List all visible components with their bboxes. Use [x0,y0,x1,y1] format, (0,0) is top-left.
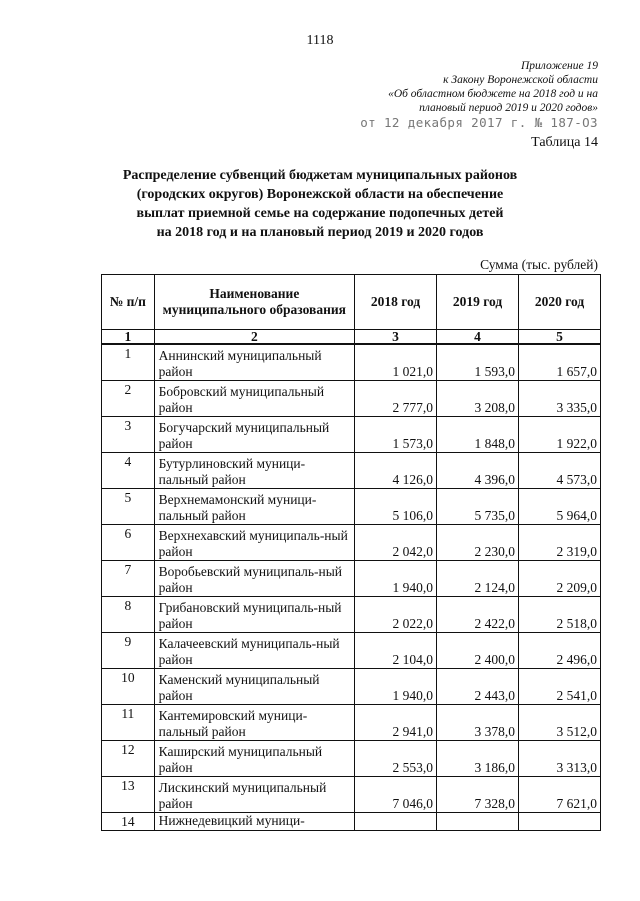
document-title [100,166,540,242]
value-2018: 2 553,0 [355,741,437,777]
title-line: (городских округов) Воронежской области на обеспечение [136,187,504,202]
column-number: 5 [519,330,601,345]
row-number: 3 [102,417,155,453]
value-2020: 3 512,0 [519,705,601,741]
value-2018: 2 941,0 [355,705,437,741]
value-2020: 2 209,0 [519,561,601,597]
row-number: 11 [102,705,155,741]
value-2020 [519,813,601,831]
value-2020: 4 573,0 [519,453,601,489]
table-row [102,453,601,489]
row-number: 13 [102,777,155,813]
row-number: 1 [102,344,155,381]
value-2019: 7 328,0 [437,777,519,813]
table-row [102,381,601,417]
table-row [102,777,601,813]
municipality-name: Каширский муниципальный район [154,741,354,777]
value-2019: 3 378,0 [437,705,519,741]
row-number: 2 [102,381,155,417]
unit-label: Сумма (тыс. рублей) [480,257,598,272]
value-2020: 5 964,0 [519,489,601,525]
value-2018: 1 021,0 [355,344,437,381]
value-2019: 5 735,0 [437,489,519,525]
value-2018: 2 022,0 [355,597,437,633]
header-2019: 2019 год [437,275,519,330]
row-number: 10 [102,669,155,705]
value-2018: 7 046,0 [355,777,437,813]
table-row [102,741,601,777]
appendix-line: Приложение 19 [520,60,598,72]
page-number: 1118 [306,33,334,48]
value-2019: 2 124,0 [437,561,519,597]
title-line: на 2018 год и на плановый период 2019 и 2020 годов [156,225,484,240]
column-number: 4 [437,330,519,345]
row-number: 6 [102,525,155,561]
header-2018: 2018 год [355,275,437,330]
municipality-name: Аннинский муниципальный район [154,344,354,381]
value-2019: 1 848,0 [437,417,519,453]
row-number: 12 [102,741,155,777]
table-row [102,344,601,381]
municipality-name: Воробьевский муниципаль-ный район [154,561,354,597]
value-2020: 2 496,0 [519,633,601,669]
header-num: № п/п [102,275,155,330]
appendix-line: «Об областном бюджете на 2018 год и на [388,88,598,100]
value-2020: 1 657,0 [519,344,601,381]
value-2018 [355,813,437,831]
value-2018: 4 126,0 [355,453,437,489]
appendix-line: плановый период 2019 и 2020 годов» [419,102,598,114]
value-2018: 1 940,0 [355,561,437,597]
row-number: 4 [102,453,155,489]
value-2018: 1 573,0 [355,417,437,453]
header-name: Наименование муниципального образования [154,275,354,330]
table-row [102,525,601,561]
value-2020: 7 621,0 [519,777,601,813]
table-number: Таблица 14 [531,135,598,150]
appendix-line: к Закону Воронежской области [443,74,598,86]
value-2018: 5 106,0 [355,489,437,525]
row-number: 8 [102,597,155,633]
municipality-name: Бобровский муниципальный район [154,381,354,417]
table-row [102,417,601,453]
value-2019: 3 186,0 [437,741,519,777]
municipality-name: Бутурлиновский муници-пальный район [154,453,354,489]
table-header-row [102,275,601,330]
value-2020: 1 922,0 [519,417,601,453]
table-row [102,561,601,597]
value-2019: 2 422,0 [437,597,519,633]
value-2020: 2 541,0 [519,669,601,705]
municipality-name: Каменский муниципальный район [154,669,354,705]
value-2019 [437,813,519,831]
table-row [102,669,601,705]
table-row [102,813,601,831]
value-2020: 2 518,0 [519,597,601,633]
column-number: 1 [102,330,155,345]
municipality-name: Богучарский муниципальный район [154,417,354,453]
value-2018: 2 104,0 [355,633,437,669]
row-number: 7 [102,561,155,597]
value-2020: 3 335,0 [519,381,601,417]
municipality-name: Кантемировский муници-пальный район [154,705,354,741]
value-2019: 2 443,0 [437,669,519,705]
value-2020: 2 319,0 [519,525,601,561]
table-row [102,489,601,525]
column-number-row [102,330,601,345]
value-2018: 2 042,0 [355,525,437,561]
subventions-table [101,274,601,831]
title-line: выплат приемной семье на содержание подопечных детей [136,206,504,221]
column-number: 2 [154,330,354,345]
row-number: 5 [102,489,155,525]
municipality-name: Верхнехавский муниципаль-ный район [154,525,354,561]
value-2018: 1 940,0 [355,669,437,705]
municipality-name: Грибановский муниципаль-ный район [154,597,354,633]
table-row [102,633,601,669]
header-2020: 2020 год [519,275,601,330]
value-2019: 2 400,0 [437,633,519,669]
value-2019: 4 396,0 [437,453,519,489]
table-row [102,705,601,741]
municipality-name: Лискинский муниципальный район [154,777,354,813]
value-2019: 2 230,0 [437,525,519,561]
value-2020: 3 313,0 [519,741,601,777]
municipality-name: Верхнемамонский муници-пальный район [154,489,354,525]
table-row [102,597,601,633]
municipality-name: Нижнедевицкий муници- [154,813,354,831]
value-2019: 1 593,0 [437,344,519,381]
appendix-header [388,59,598,115]
row-number: 9 [102,633,155,669]
value-2018: 2 777,0 [355,381,437,417]
value-2019: 3 208,0 [437,381,519,417]
municipality-name: Калачеевский муниципаль-ный район [154,633,354,669]
title-line: Распределение субвенций бюджетам муниципальных районов [122,168,518,183]
column-number: 3 [355,330,437,345]
law-date-stamp: от 12 декабря 2017 г. № 187-ОЗ [360,115,598,130]
row-number: 14 [102,813,155,831]
